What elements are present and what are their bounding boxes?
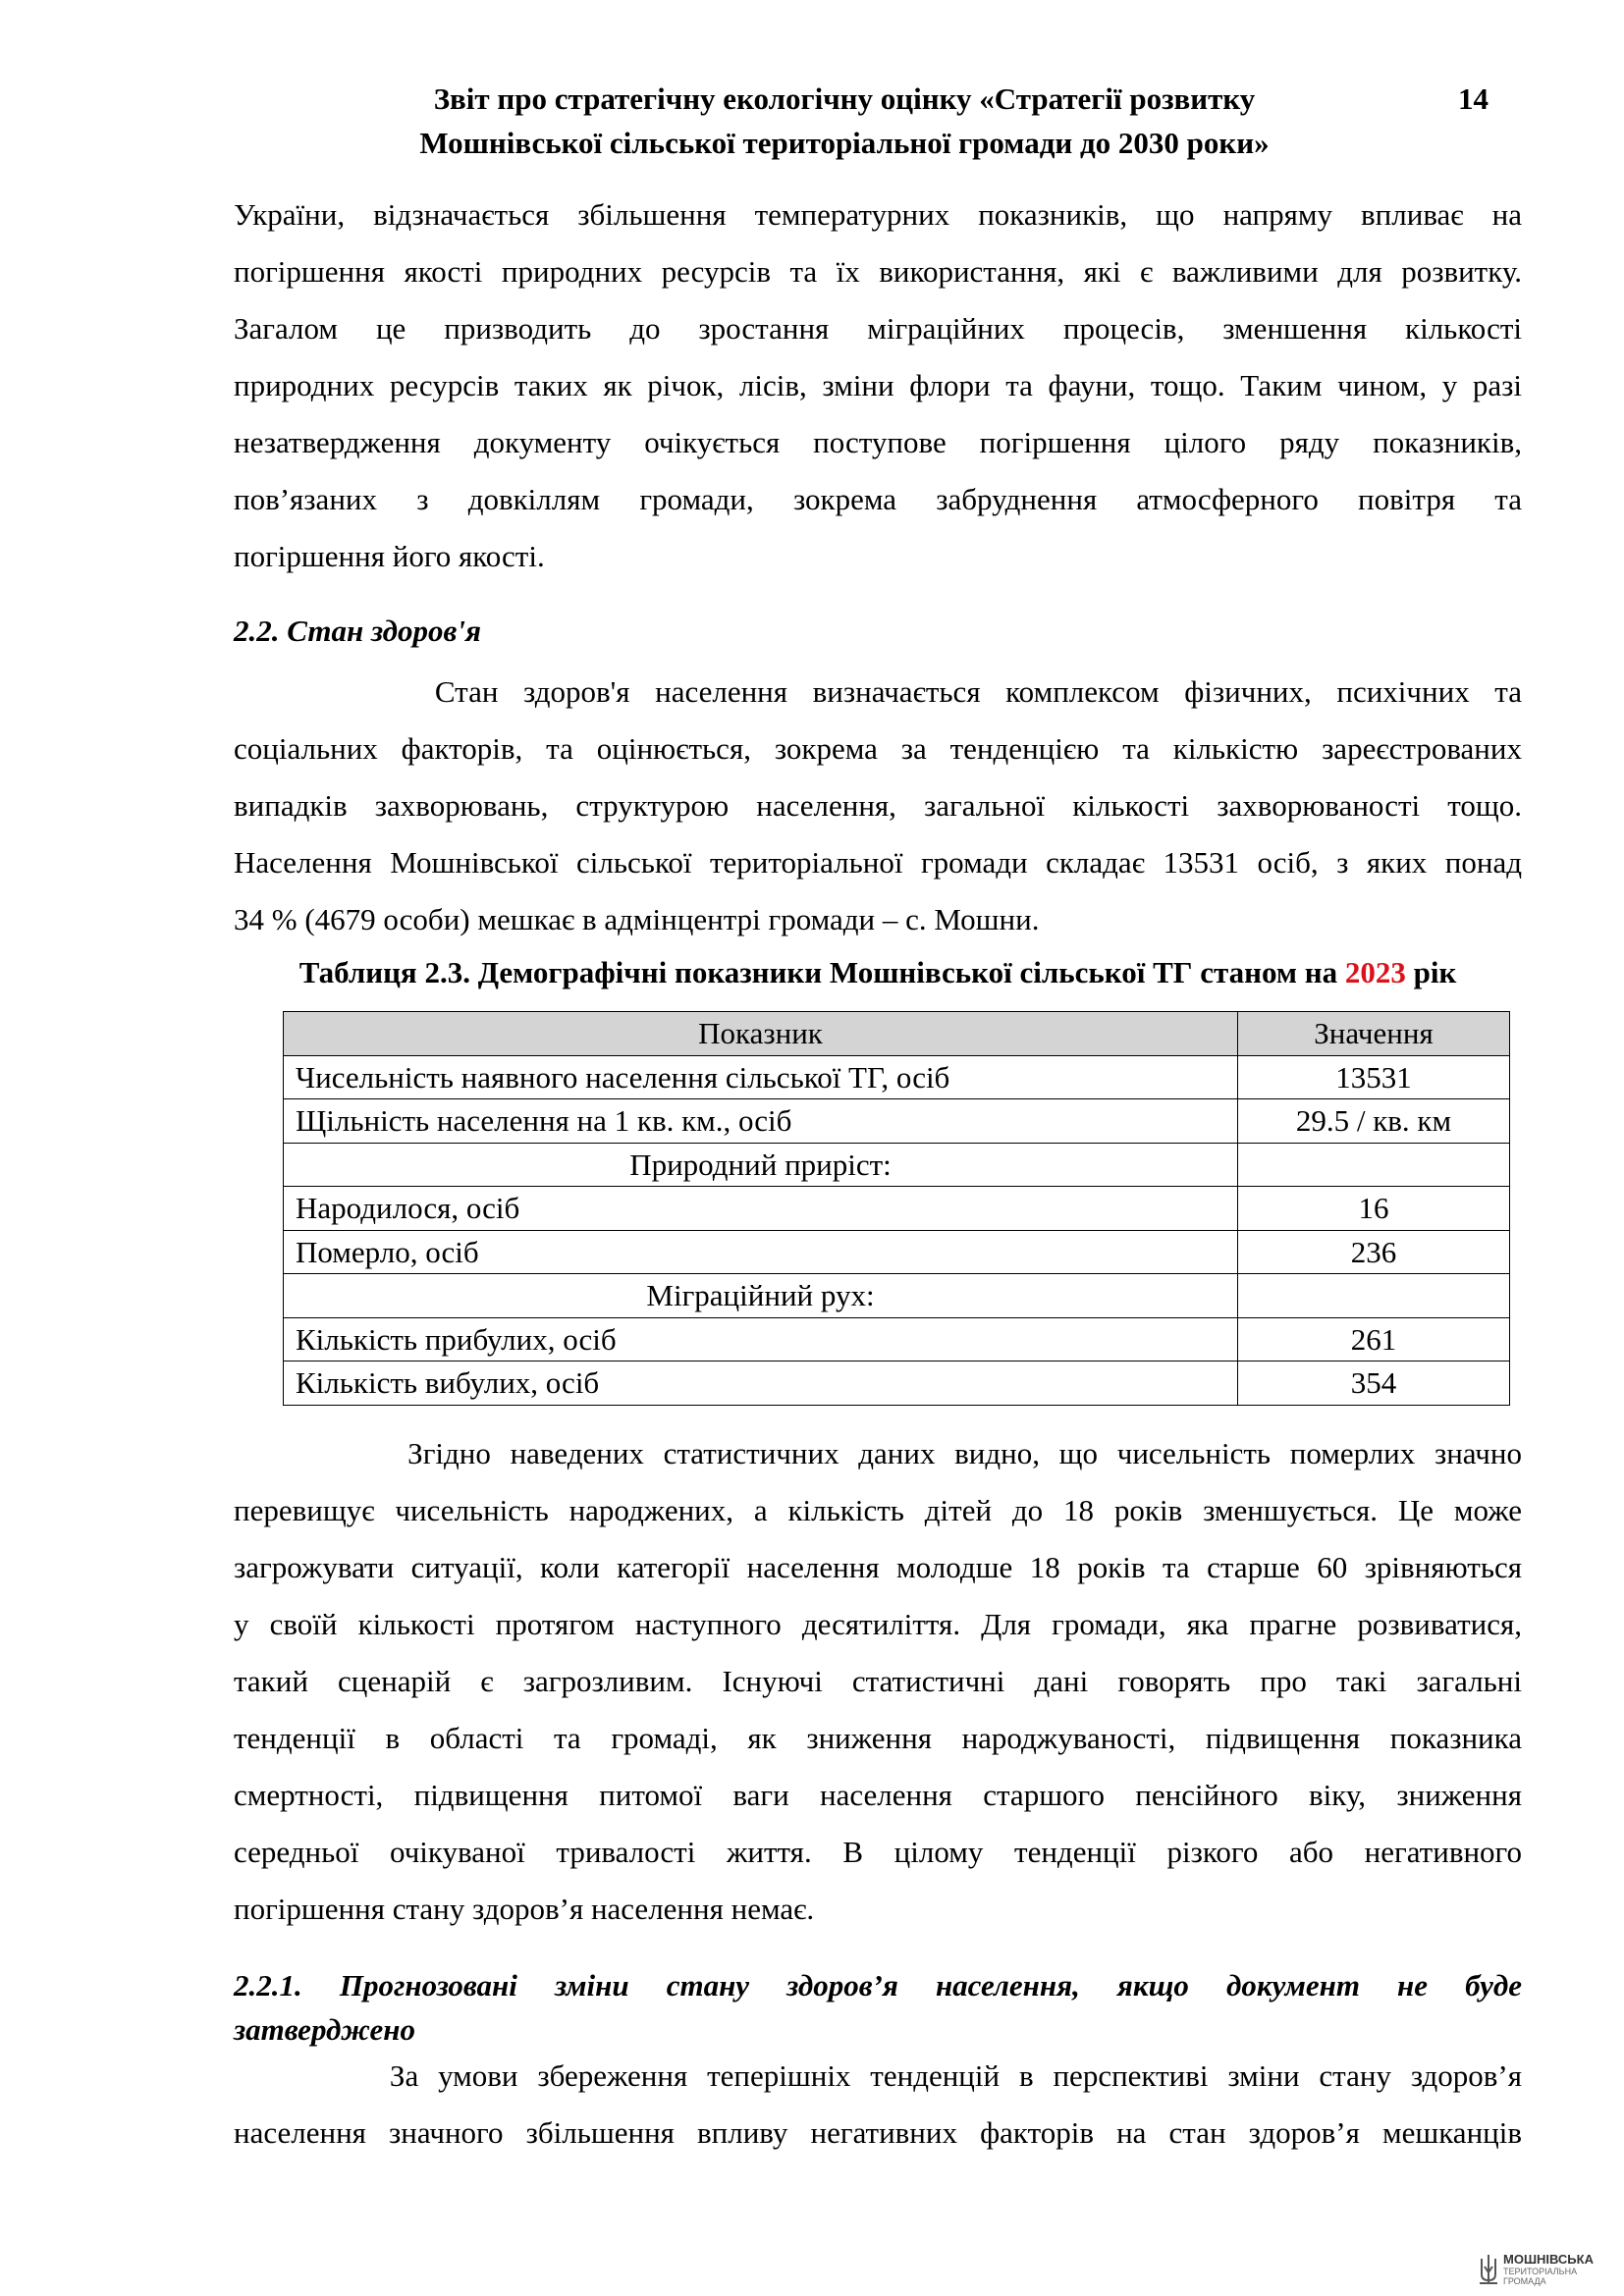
intro-paragraph [234, 187, 1522, 585]
row-value: 354 [1238, 1362, 1510, 1406]
column-header-value: Значення [1238, 1012, 1510, 1056]
text-line: погіршення стану здоров’я населення немає. [234, 1892, 815, 1926]
row-label: Кількість прибулих, осіб [284, 1317, 1238, 1362]
heading-text-line-1: 2.2.1. Прогнозовані зміни стану здоров’я населення, якщо документ не буде [234, 1968, 1522, 2002]
row-value: 13531 [1238, 1055, 1510, 1099]
text-line: смертності, підвищення питомої ваги населення старшого пенсійного віку, зниження [234, 1778, 1522, 1812]
analysis-paragraph [234, 1425, 1522, 1938]
text-line: випадків захворювань, структурою населення, загальної кількості захворюваності тощо. [234, 788, 1522, 823]
forecast-paragraph [234, 2048, 1522, 2162]
logo-sub-1: ТЕРИТОРІАЛЬНА [1503, 2267, 1578, 2276]
row-group-label: Міграційний рух: [284, 1274, 1238, 1318]
text-line: природних ресурсів таких як річок, лісів, зміни флори та фауни, тощо. Таким чином, у разі [234, 368, 1522, 402]
demographics-table [283, 1011, 1510, 1406]
heading-text: 2.2. Стан здоров'я [234, 614, 481, 648]
table-row [284, 1274, 1510, 1318]
health-paragraph [234, 664, 1522, 948]
row-label: Чисельність наявного населення сільської ТГ, осіб [284, 1055, 1238, 1099]
text-line: загрожувати ситуації, коли категорії населення молодше 18 років та старше 60 зрівняються [234, 1550, 1522, 1584]
row-label: Померло, осіб [284, 1230, 1238, 1274]
table-caption [234, 950, 1522, 994]
text-line: За умови збереження теперішніх тенденцій в перспективі зміни стану здоров’я [234, 2058, 1522, 2093]
table-row [284, 1187, 1510, 1231]
report-title-line-2: Мошнівської сільської територіальної громади до 2030 роки» [419, 126, 1270, 160]
text-line: 34 % (4679 особи) мешкає в адмінцентрі громади – с. Мошни. [234, 902, 1040, 936]
text-line: Стан здоров'я населення визначається комплексом фізичних, психічних та [234, 674, 1522, 709]
table-row [284, 1143, 1510, 1187]
text-line: пов’язаних з довкіллям громади, зокрема забруднення атмосферного повітря та [234, 482, 1522, 516]
section-heading-2-2-1 [234, 1963, 1522, 2052]
logo-name: МОШНІВСЬКА [1503, 2252, 1594, 2267]
table-caption-suffix: рік [1405, 955, 1457, 989]
text-line: такий сценарій є загрозливим. Існуючі статистичні дані говорять про такі загальні [234, 1664, 1522, 1698]
trident-icon [1478, 2253, 1499, 2286]
text-line: перевищує чисельність народжених, а кількість дітей до 18 років зменшується. Це може [234, 1493, 1522, 1527]
report-title [353, 77, 1335, 165]
table-row [284, 1055, 1510, 1099]
row-value [1238, 1143, 1510, 1187]
text-line: незатвердження документу очікується поступове погіршення цілого ряду показників, [234, 425, 1522, 459]
logo-sub-2: ГРОМАДА [1503, 2276, 1546, 2286]
column-header-indicator: Показник [284, 1012, 1238, 1056]
row-value: 236 [1238, 1230, 1510, 1274]
text-line: Загалом це призводить до зростання міграційних процесів, зменшення кількості [234, 311, 1522, 346]
community-logo [1478, 2253, 1624, 2292]
heading-text-line-2: затверджено [234, 2012, 415, 2047]
row-label: Щільність населення на 1 кв. км., осіб [284, 1099, 1238, 1144]
report-title-line-1: Звіт про стратегічну екологічну оцінку «Стратегії розвитку [433, 81, 1256, 116]
text-line: населення значного збільшення впливу негативних факторів на стан здоров’я мешканців [234, 2115, 1522, 2150]
row-value: 261 [1238, 1317, 1510, 1362]
section-heading-2-2 [234, 609, 1522, 653]
text-line: у своїй кількості протягом наступного десятиліття. Для громади, яка прагне розвиватися, [234, 1607, 1522, 1641]
page-number: 14 [1458, 81, 1489, 116]
text-line: Згідно наведених статистичних даних видно, що чисельність померлих значно [234, 1436, 1522, 1470]
text-line: середньої очікуваної тривалості життя. В цілому тенденції різкого або негативного [234, 1835, 1522, 1869]
table-caption-prefix: Таблиця 2.3. Демографічні показники Мошнівської сільської ТГ станом на [298, 955, 1345, 989]
table-row [284, 1317, 1510, 1362]
row-group-label: Природний приріст: [284, 1143, 1238, 1187]
row-label: Кількість вибулих, осіб [284, 1362, 1238, 1406]
text-line: України, відзначається збільшення температурних показників, що напряму впливає на [234, 197, 1522, 232]
text-line: погіршення його якості. [234, 539, 545, 573]
text-line: тенденції в області та громаді, як зниження народжуваності, підвищення показника [234, 1721, 1522, 1755]
page-header [0, 77, 1624, 165]
table-row [284, 1362, 1510, 1406]
row-label: Народилося, осіб [284, 1187, 1238, 1231]
row-value [1238, 1274, 1510, 1318]
row-value: 16 [1238, 1187, 1510, 1231]
table-row [284, 1099, 1510, 1144]
text-line: погіршення якості природних ресурсів та їх використання, які є важливими для розвитку. [234, 254, 1522, 289]
row-value: 29.5 / кв. км [1238, 1099, 1510, 1144]
table-header-row [284, 1012, 1510, 1056]
table-caption-year: 2023 [1344, 955, 1406, 989]
text-line: соціальних факторів, та оцінюється, зокрема за тенденцією та кількістю зареєстрованих [234, 731, 1522, 766]
text-line: Населення Мошнівської сільської територіальної громади складає 13531 осіб, з яких понад [234, 845, 1522, 880]
table-row [284, 1230, 1510, 1274]
